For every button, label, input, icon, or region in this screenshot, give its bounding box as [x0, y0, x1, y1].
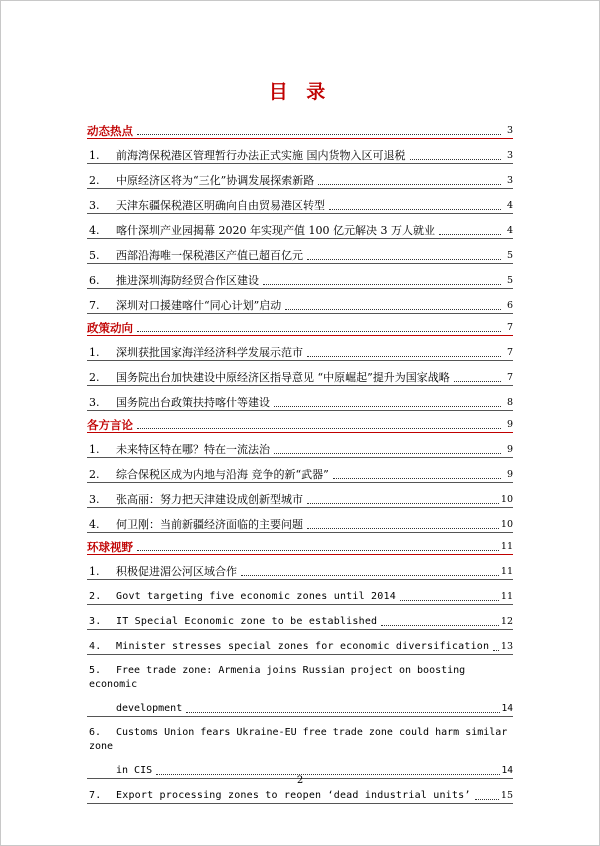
- leader-dots: [475, 799, 499, 800]
- entry-number: 5.: [89, 249, 100, 262]
- toc-entry[interactable]: [87, 264, 513, 289]
- leader-dots: [493, 650, 499, 651]
- entry-page-number: 7: [506, 347, 513, 358]
- entry-number: 4.: [89, 518, 100, 531]
- leader-dots: [381, 625, 499, 626]
- entry-text: 中原经济区将为“三化”协调发展探索新路: [116, 174, 315, 187]
- entry-number: 2.: [89, 371, 100, 384]
- entry-page-number: 4: [506, 225, 513, 236]
- entry-page-number: 5: [506, 250, 513, 261]
- toc-section-heading[interactable]: [87, 117, 513, 139]
- entry-number: 6.: [89, 274, 100, 287]
- toc-entry[interactable]: [87, 717, 513, 779]
- entry-text: Free trade zone: Armenia joins Russian project on boosting economic: [89, 665, 466, 690]
- toc-entry[interactable]: [87, 605, 513, 630]
- entry-number: 3.: [89, 493, 100, 506]
- leader-dots: [307, 503, 499, 504]
- entry-label: [87, 789, 471, 803]
- entry-page-number: 10: [500, 519, 513, 530]
- entry-number: 7.: [89, 790, 102, 801]
- toc-entry[interactable]: [87, 164, 513, 189]
- section-page-number: 7: [506, 322, 513, 333]
- entry-page-number: 8: [506, 397, 513, 408]
- entry-number: 1.: [89, 346, 100, 359]
- leader-dots: [137, 428, 501, 429]
- leader-dots: [137, 134, 501, 135]
- entry-number: 1.: [89, 443, 100, 456]
- entry-page-number: 9: [506, 469, 513, 480]
- entry-label-line1: [87, 717, 513, 754]
- toc-entry[interactable]: [87, 361, 513, 386]
- entry-label: [87, 640, 489, 654]
- section-heading-label: 动态热点: [87, 124, 133, 138]
- entry-page-number: 3: [506, 150, 513, 161]
- leader-dots: [410, 159, 502, 160]
- toc-entry[interactable]: [87, 214, 513, 239]
- section-page-number: 9: [506, 419, 513, 430]
- toc-section-heading[interactable]: [87, 314, 513, 336]
- toc-entry[interactable]: [87, 555, 513, 580]
- leader-dots: [186, 712, 499, 713]
- entry-label-line2: [87, 692, 513, 716]
- toc-entry[interactable]: [87, 139, 513, 164]
- entry-text: 综合保税区成为内地与沿海 竞争的新“武器”: [116, 468, 329, 481]
- toc-entry[interactable]: [87, 386, 513, 411]
- entry-text: 未来特区特在哪？特在一流法治: [116, 443, 270, 456]
- leader-dots: [307, 259, 501, 260]
- entry-text: Govt targeting five economic zones until 2014: [116, 591, 396, 602]
- entry-label: [87, 346, 303, 360]
- toc-title: 目 录: [268, 81, 332, 103]
- entry-number: 6.: [89, 727, 102, 738]
- entry-label: [87, 565, 237, 579]
- toc-entry[interactable]: [87, 580, 513, 605]
- entry-number: 3.: [89, 396, 100, 409]
- entry-page-number: 14: [501, 765, 513, 776]
- toc-entry[interactable]: [87, 336, 513, 361]
- entry-label: [87, 371, 450, 385]
- toc-entry[interactable]: [87, 433, 513, 458]
- entry-text: 推进深圳海防经贸合作区建设: [116, 274, 259, 287]
- toc-entry[interactable]: [87, 289, 513, 314]
- entry-text: Export processing zones to reopen ‘dead industrial units’: [116, 790, 471, 801]
- entry-text: 国务院出台加快建设中原经济区指导意见 “中原崛起”提升为国家战略: [116, 371, 450, 384]
- entry-page-number: 14: [501, 703, 513, 714]
- entry-label: [87, 249, 303, 263]
- entry-label: [87, 149, 406, 163]
- leader-dots: [263, 284, 501, 285]
- entry-number: 4.: [89, 641, 102, 652]
- leader-dots: [274, 453, 501, 454]
- leader-dots: [400, 600, 499, 601]
- entry-number: 2.: [89, 591, 102, 602]
- entry-page-number: 3: [506, 175, 513, 186]
- section-page-number: 3: [506, 125, 513, 136]
- entry-label: [87, 199, 325, 213]
- toc-entry[interactable]: [87, 458, 513, 483]
- entry-number: 3.: [89, 199, 100, 212]
- entry-label: [87, 274, 259, 288]
- section-page-number: 11: [500, 541, 513, 552]
- toc-entry[interactable]: [87, 239, 513, 264]
- entry-label: [87, 174, 314, 188]
- leader-dots: [439, 234, 501, 235]
- entry-number: 4.: [89, 224, 100, 237]
- entry-page-number: 12: [500, 616, 513, 627]
- entry-text: 积极促进湄公河区域合作: [116, 565, 237, 578]
- entry-label: [87, 615, 377, 629]
- page-number: 2: [296, 775, 304, 786]
- entry-page-number: 6: [506, 300, 513, 311]
- entry-number: 7.: [89, 299, 100, 312]
- entry-page-number: 9: [506, 444, 513, 455]
- entry-label: [87, 493, 303, 507]
- leader-dots: [329, 209, 501, 210]
- section-heading-label: 环球视野: [87, 540, 133, 554]
- entry-text: Customs Union fears Ukraine-EU free trade zone could harm similar zone: [89, 727, 508, 752]
- section-heading-label: 各方言论: [87, 418, 133, 432]
- entry-text: 何卫刚：当前新疆经济面临的主要问题: [116, 518, 303, 531]
- entry-number: 1.: [89, 149, 100, 162]
- entry-number: 3.: [89, 616, 102, 627]
- entry-text: 西部沿海唯一保税港区产值已超百亿元: [116, 249, 303, 262]
- leader-dots: [307, 356, 501, 357]
- leader-dots: [333, 478, 501, 479]
- leader-dots: [137, 331, 501, 332]
- section-heading-label: 政策动向: [87, 321, 133, 335]
- entry-text-continued: development: [116, 703, 183, 714]
- entry-label: [87, 468, 329, 482]
- entry-text: 深圳获批国家海洋经济科学发展示范市: [116, 346, 303, 359]
- entry-text: IT Special Economic zone to be established: [116, 616, 378, 627]
- entry-number: 1.: [89, 565, 100, 578]
- entry-page-number: 13: [500, 641, 513, 652]
- entry-page-number: 11: [500, 591, 513, 602]
- entry-text: 前海湾保税港区管理暂行办法正式实施 国内货物入区可退税: [116, 149, 406, 162]
- entry-text-continued: in CIS: [116, 765, 153, 776]
- leader-dots: [285, 309, 501, 310]
- entry-text: 深圳对口援建喀什“同心计划”启动: [116, 299, 282, 312]
- entry-label: [87, 396, 270, 410]
- entry-label: [87, 224, 435, 238]
- leader-dots: [241, 575, 499, 576]
- toc-section-heading[interactable]: [87, 533, 513, 555]
- entry-text: 天津东疆保税港区明确向自由贸易港区转型: [116, 199, 325, 212]
- entry-text: 张高丽：努力把天津建设成创新型城市: [116, 493, 303, 506]
- leader-dots: [274, 406, 501, 407]
- entry-label: [87, 590, 396, 604]
- entry-page-number: 15: [500, 790, 513, 801]
- leader-dots: [454, 381, 501, 382]
- entry-label: [87, 299, 281, 313]
- entry-number: 2.: [89, 174, 100, 187]
- toc-entry[interactable]: [87, 655, 513, 717]
- entry-text: 喀什深圳产业园揭幕 2020 年实现产值 100 亿元解决 3 万人就业: [116, 224, 435, 237]
- table-of-contents: [87, 117, 513, 804]
- entry-number: 2.: [89, 468, 100, 481]
- toc-entry[interactable]: [87, 508, 513, 533]
- toc-entry[interactable]: [87, 189, 513, 214]
- toc-entry[interactable]: [87, 483, 513, 508]
- entry-page-number: 10: [500, 494, 513, 505]
- entry-page-number: 11: [500, 566, 513, 577]
- entry-label: [87, 518, 303, 532]
- entry-page-number: 7: [506, 372, 513, 383]
- entry-page-number: 4: [506, 200, 513, 211]
- entry-page-number: 5: [506, 275, 513, 286]
- leader-dots: [318, 184, 501, 185]
- toc-entry[interactable]: [87, 630, 513, 655]
- toc-section-heading[interactable]: [87, 411, 513, 433]
- entry-label: [87, 443, 270, 457]
- entry-text: 国务院出台政策扶持喀什等建设: [116, 396, 270, 409]
- leader-dots: [137, 550, 499, 551]
- entry-text: Minister stresses special zones for economic diversification: [116, 641, 490, 652]
- entry-number: 5.: [89, 665, 102, 676]
- entry-label-line1: [87, 655, 513, 692]
- leader-dots: [307, 528, 499, 529]
